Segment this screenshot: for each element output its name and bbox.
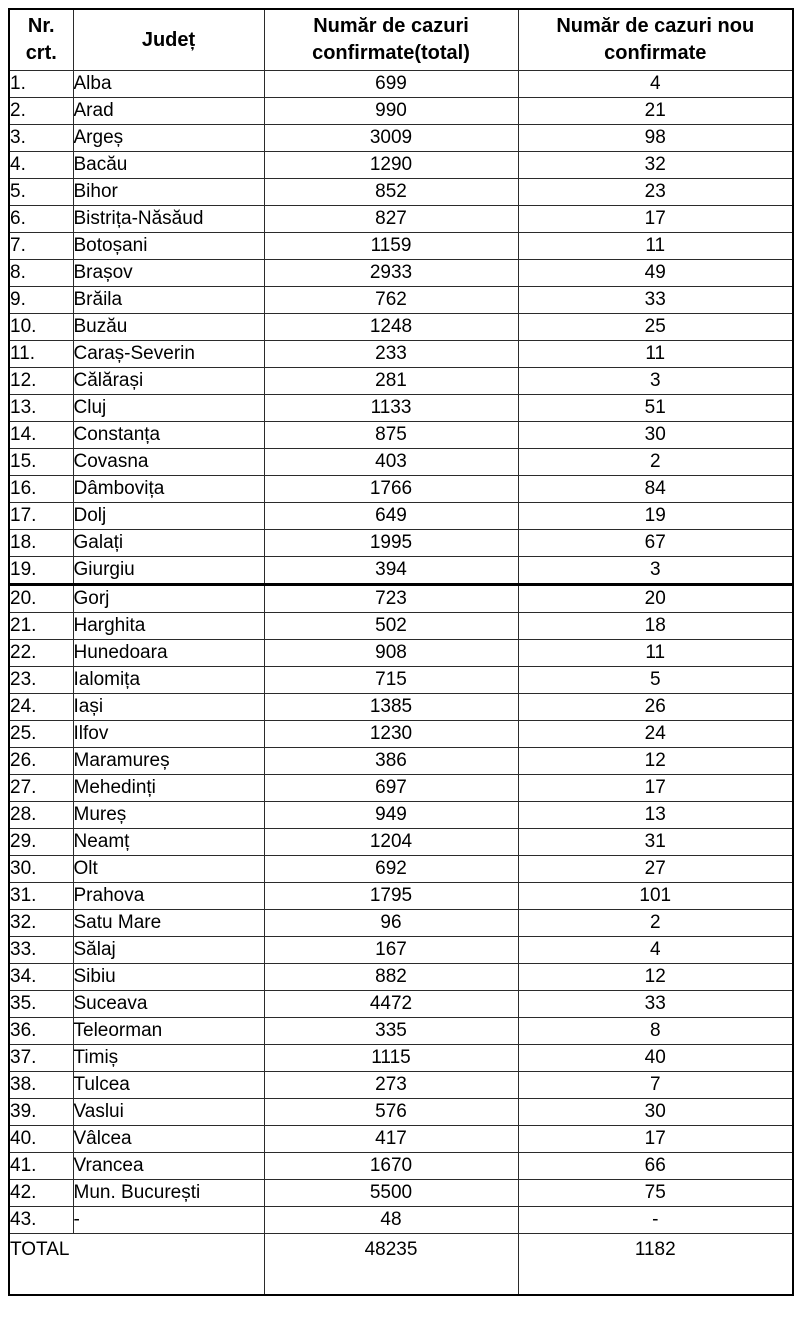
table-body	[9, 71, 793, 1234]
cell-nr: 34.	[9, 964, 73, 991]
table-footer	[9, 1234, 793, 1296]
table-row	[9, 1072, 793, 1099]
table-row	[9, 775, 793, 802]
table-row	[9, 422, 793, 449]
table-row	[9, 856, 793, 883]
header-new-cases: Număr de cazuri nou confirmate	[518, 9, 793, 71]
table-row	[9, 557, 793, 585]
table-row	[9, 395, 793, 422]
table-row	[9, 71, 793, 98]
cell-judet: Gorj	[73, 585, 264, 613]
cell-judet: Bacău	[73, 152, 264, 179]
cell-nr: 5.	[9, 179, 73, 206]
cell-nou: 12	[518, 748, 793, 775]
cell-nou: 17	[518, 1126, 793, 1153]
table-row	[9, 98, 793, 125]
table-row	[9, 829, 793, 856]
cell-nr: 42.	[9, 1180, 73, 1207]
cell-total: 4472	[264, 991, 518, 1018]
cell-total: 281	[264, 368, 518, 395]
cell-nou: 19	[518, 503, 793, 530]
cell-judet: Caraș-Severin	[73, 341, 264, 368]
cell-total: 5500	[264, 1180, 518, 1207]
cell-nou: 11	[518, 341, 793, 368]
cell-nou: 18	[518, 613, 793, 640]
cell-nr: 33.	[9, 937, 73, 964]
cell-nr: 2.	[9, 98, 73, 125]
cell-nr: 17.	[9, 503, 73, 530]
cell-total: 403	[264, 449, 518, 476]
table-row	[9, 640, 793, 667]
table-row	[9, 1045, 793, 1072]
table-row	[9, 748, 793, 775]
cell-total: 715	[264, 667, 518, 694]
cell-judet: Galați	[73, 530, 264, 557]
cell-judet: Mehedinți	[73, 775, 264, 802]
cell-total: 1159	[264, 233, 518, 260]
cell-nr: 41.	[9, 1153, 73, 1180]
cell-total: 3009	[264, 125, 518, 152]
table-row	[9, 287, 793, 314]
cell-judet: Giurgiu	[73, 557, 264, 585]
cell-judet: Călărași	[73, 368, 264, 395]
cell-nou: 75	[518, 1180, 793, 1207]
cell-total: 762	[264, 287, 518, 314]
cell-nr: 26.	[9, 748, 73, 775]
table-row	[9, 585, 793, 613]
cell-nr: 29.	[9, 829, 73, 856]
cell-total: 875	[264, 422, 518, 449]
cell-total: 990	[264, 98, 518, 125]
table-row	[9, 206, 793, 233]
cell-nou: 4	[518, 937, 793, 964]
cell-judet: Brăila	[73, 287, 264, 314]
cell-nr: 15.	[9, 449, 73, 476]
cell-nr: 11.	[9, 341, 73, 368]
cell-judet: Prahova	[73, 883, 264, 910]
cell-total: 96	[264, 910, 518, 937]
cell-judet: Teleorman	[73, 1018, 264, 1045]
cell-nr: 40.	[9, 1126, 73, 1153]
cell-judet: Suceava	[73, 991, 264, 1018]
cell-judet: Buzău	[73, 314, 264, 341]
cell-nou: 33	[518, 991, 793, 1018]
table-header	[9, 9, 793, 71]
cell-judet: Hunedoara	[73, 640, 264, 667]
cell-nou: 5	[518, 667, 793, 694]
cell-judet: Neamț	[73, 829, 264, 856]
cell-total: 502	[264, 613, 518, 640]
cell-nr: 4.	[9, 152, 73, 179]
cell-judet: Bihor	[73, 179, 264, 206]
cell-nou: 17	[518, 775, 793, 802]
table-row	[9, 260, 793, 287]
cell-nou: 40	[518, 1045, 793, 1072]
cell-judet: Dâmbovița	[73, 476, 264, 503]
cell-nr: 10.	[9, 314, 73, 341]
cell-nr: 3.	[9, 125, 73, 152]
cell-nou: 84	[518, 476, 793, 503]
cell-nr: 23.	[9, 667, 73, 694]
cell-nou: 51	[518, 395, 793, 422]
cell-nou: 31	[518, 829, 793, 856]
cell-total: 1795	[264, 883, 518, 910]
cell-nr: 9.	[9, 287, 73, 314]
table-row	[9, 1180, 793, 1207]
cell-total: 1995	[264, 530, 518, 557]
cell-judet: Olt	[73, 856, 264, 883]
cell-judet: Timiș	[73, 1045, 264, 1072]
cell-judet: Mureș	[73, 802, 264, 829]
cell-total: 908	[264, 640, 518, 667]
table-row	[9, 314, 793, 341]
cell-judet: Argeș	[73, 125, 264, 152]
cell-nou: 27	[518, 856, 793, 883]
cell-nr: 32.	[9, 910, 73, 937]
table-row	[9, 991, 793, 1018]
table-row	[9, 964, 793, 991]
cell-judet: Sibiu	[73, 964, 264, 991]
cell-nou: 26	[518, 694, 793, 721]
cell-total: 649	[264, 503, 518, 530]
table-row	[9, 721, 793, 748]
table-row	[9, 1153, 793, 1180]
cell-judet: Ilfov	[73, 721, 264, 748]
cell-total: 417	[264, 1126, 518, 1153]
cell-nou: 49	[518, 260, 793, 287]
cell-nou: 17	[518, 206, 793, 233]
cell-judet: Constanța	[73, 422, 264, 449]
cell-nr: 22.	[9, 640, 73, 667]
cell-judet: Arad	[73, 98, 264, 125]
cell-judet: Vaslui	[73, 1099, 264, 1126]
cell-nr: 27.	[9, 775, 73, 802]
cell-nr: 36.	[9, 1018, 73, 1045]
table-row	[9, 1099, 793, 1126]
table-row	[9, 667, 793, 694]
header-total-cases: Număr de cazuri confirmate(total)	[264, 9, 518, 71]
cell-nou: 66	[518, 1153, 793, 1180]
cell-total: 1204	[264, 829, 518, 856]
cell-judet: Botoșani	[73, 233, 264, 260]
table-row	[9, 503, 793, 530]
table-row	[9, 1018, 793, 1045]
cell-total: 692	[264, 856, 518, 883]
cell-total: 48	[264, 1207, 518, 1234]
cell-judet: Cluj	[73, 395, 264, 422]
cell-judet: Covasna	[73, 449, 264, 476]
cell-nou: 2	[518, 910, 793, 937]
cell-total: 723	[264, 585, 518, 613]
cell-nou: 23	[518, 179, 793, 206]
cell-judet: Satu Mare	[73, 910, 264, 937]
cell-judet: Alba	[73, 71, 264, 98]
cell-judet: Ialomița	[73, 667, 264, 694]
cell-nou: 3	[518, 557, 793, 585]
cell-judet: -	[73, 1207, 264, 1234]
header-row	[9, 9, 793, 71]
cell-nou: 3	[518, 368, 793, 395]
cell-judet: Vâlcea	[73, 1126, 264, 1153]
cell-nou: 24	[518, 721, 793, 748]
cell-total: 2933	[264, 260, 518, 287]
cell-nou: 101	[518, 883, 793, 910]
cell-nr: 24.	[9, 694, 73, 721]
cell-nr: 20.	[9, 585, 73, 613]
cell-total: 233	[264, 341, 518, 368]
cell-nr: 37.	[9, 1045, 73, 1072]
table-row	[9, 179, 793, 206]
cell-judet: Dolj	[73, 503, 264, 530]
cell-nr: 43.	[9, 1207, 73, 1234]
cell-nr: 6.	[9, 206, 73, 233]
cell-nou: 33	[518, 287, 793, 314]
cell-nou: 30	[518, 1099, 793, 1126]
cell-total: 1230	[264, 721, 518, 748]
cell-total: 335	[264, 1018, 518, 1045]
cell-nou: -	[518, 1207, 793, 1234]
cell-judet: Maramureș	[73, 748, 264, 775]
cell-judet: Bistrița-Năsăud	[73, 206, 264, 233]
table-row	[9, 530, 793, 557]
cell-total: 699	[264, 71, 518, 98]
cell-nr: 7.	[9, 233, 73, 260]
cell-nr: 12.	[9, 368, 73, 395]
cell-nr: 35.	[9, 991, 73, 1018]
cell-total: 394	[264, 557, 518, 585]
table-row	[9, 1207, 793, 1234]
cell-total: 1766	[264, 476, 518, 503]
cell-nr: 39.	[9, 1099, 73, 1126]
cell-total: 273	[264, 1072, 518, 1099]
cell-nou: 4	[518, 71, 793, 98]
cell-total: 1670	[264, 1153, 518, 1180]
cell-judet: Vrancea	[73, 1153, 264, 1180]
cell-nou: 7	[518, 1072, 793, 1099]
table-row	[9, 125, 793, 152]
cell-nr: 21.	[9, 613, 73, 640]
cell-nr: 14.	[9, 422, 73, 449]
cell-nou: 11	[518, 640, 793, 667]
cell-nr: 25.	[9, 721, 73, 748]
cell-total: 697	[264, 775, 518, 802]
table-row	[9, 449, 793, 476]
cell-nou: 25	[518, 314, 793, 341]
total-new-cases-cell: 1182	[518, 1234, 793, 1296]
cell-nr: 8.	[9, 260, 73, 287]
total-cases-cell: 48235	[264, 1234, 518, 1296]
header-judet: Județ	[73, 9, 264, 71]
cell-total: 1115	[264, 1045, 518, 1072]
cell-nr: 31.	[9, 883, 73, 910]
cell-nou: 8	[518, 1018, 793, 1045]
cell-nou: 30	[518, 422, 793, 449]
table-row	[9, 613, 793, 640]
cell-total: 386	[264, 748, 518, 775]
cell-judet: Mun. București	[73, 1180, 264, 1207]
cell-nr: 19.	[9, 557, 73, 585]
cell-nou: 98	[518, 125, 793, 152]
cell-nr: 38.	[9, 1072, 73, 1099]
table-row	[9, 883, 793, 910]
cell-total: 949	[264, 802, 518, 829]
table-row	[9, 1126, 793, 1153]
table-row	[9, 937, 793, 964]
cell-nou: 2	[518, 449, 793, 476]
header-nr-crt: Nr. crt.	[9, 9, 73, 71]
cell-nou: 12	[518, 964, 793, 991]
cell-judet: Iași	[73, 694, 264, 721]
table-row	[9, 476, 793, 503]
cell-total: 1385	[264, 694, 518, 721]
cell-nr: 1.	[9, 71, 73, 98]
total-row	[9, 1234, 793, 1296]
cell-total: 1290	[264, 152, 518, 179]
table-row	[9, 233, 793, 260]
cell-total: 827	[264, 206, 518, 233]
table-row	[9, 341, 793, 368]
cell-nr: 28.	[9, 802, 73, 829]
cell-nou: 11	[518, 233, 793, 260]
cell-judet: Brașov	[73, 260, 264, 287]
cell-nr: 16.	[9, 476, 73, 503]
cell-nou: 67	[518, 530, 793, 557]
cell-nou: 21	[518, 98, 793, 125]
cell-judet: Tulcea	[73, 1072, 264, 1099]
cell-nr: 13.	[9, 395, 73, 422]
cell-nr: 18.	[9, 530, 73, 557]
table-row	[9, 368, 793, 395]
table-row	[9, 910, 793, 937]
cell-judet: Sălaj	[73, 937, 264, 964]
table-row	[9, 152, 793, 179]
cell-total: 852	[264, 179, 518, 206]
total-label-cell: TOTAL	[9, 1234, 264, 1296]
cell-nou: 32	[518, 152, 793, 179]
cases-table	[8, 8, 794, 1296]
cell-total: 882	[264, 964, 518, 991]
cell-nou: 13	[518, 802, 793, 829]
cell-total: 576	[264, 1099, 518, 1126]
table-row	[9, 802, 793, 829]
cell-total: 167	[264, 937, 518, 964]
cell-nr: 30.	[9, 856, 73, 883]
cell-total: 1133	[264, 395, 518, 422]
cell-judet: Harghita	[73, 613, 264, 640]
table-row	[9, 694, 793, 721]
cell-nou: 20	[518, 585, 793, 613]
cell-total: 1248	[264, 314, 518, 341]
